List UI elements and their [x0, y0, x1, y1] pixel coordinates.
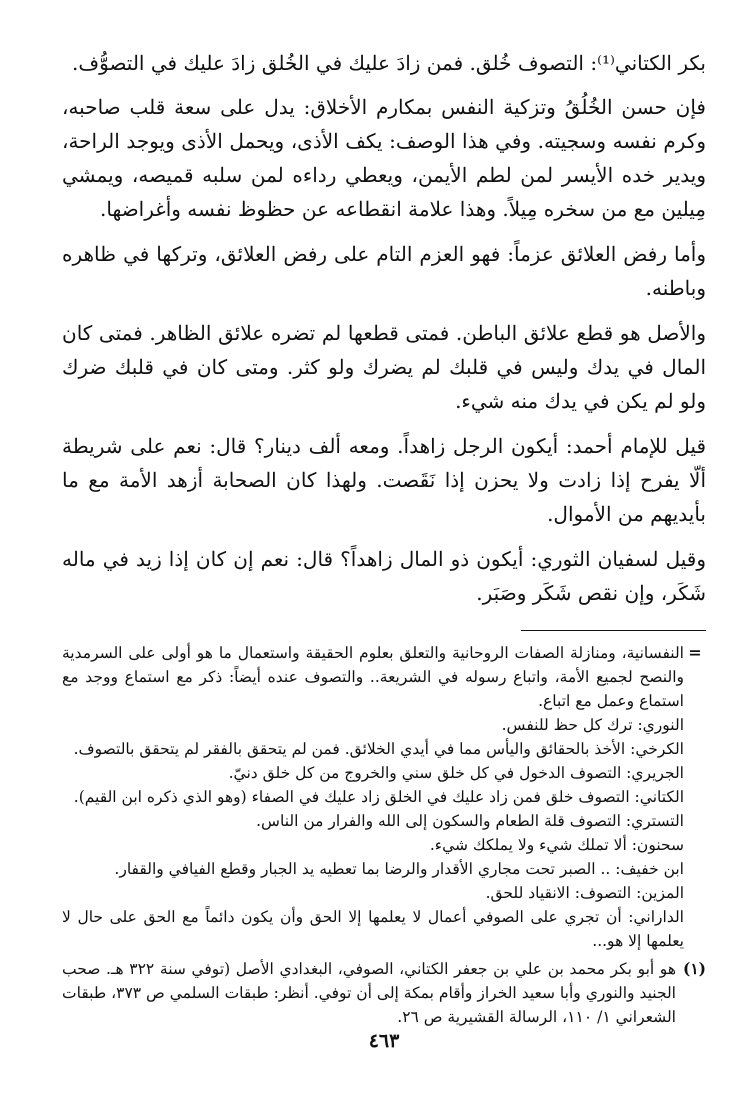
- page-number: ٤٦٣: [368, 1030, 400, 1052]
- footnote-continuation-body: [62, 641, 684, 953]
- footnote-line: النوري: ترك كل حظ للنفس.: [501, 716, 684, 734]
- footnote-line: النفسانية، ومنازلة الصفات الروحانية والتعلق بعلوم الحقيقة واستعمال ما هو أولى على السرمدية والنصح لجميع الأمة، واتباع رسوله في الشريعة.. والتصوف عنده أيضاً: ذكر مع استماع ووجد مع استماع وعمل مع اتباع.: [62, 644, 684, 710]
- paragraph-6: وقيل لسفيان الثوري: أيكون ذو المال زاهداً؟ قال: نعم إن كان إذا زيد في ماله شَكَر، وإن نقص شَكَر وصَبَر.: [62, 547, 706, 605]
- footnote-line: سحنون: ألا تملك شيء ولا يملكك شيء.: [429, 836, 684, 854]
- footnote-line: المزين: التصوف: الانقياد للحق.: [485, 884, 684, 902]
- paragraph-5: قيل للإمام أحمد: أيكون الرجل زاهداً. ومعه ألف دينار؟ قال: نعم على شريطة ألّا يفرح إذا زادت ولا يحزن إذا نَقَصت. ولهذا كان الصحابة أزهد الأمة مع ما بأيديهم من الأموال.: [62, 434, 706, 526]
- footnotes: [62, 641, 706, 1029]
- footnote-line: ابن خفيف: .. الصبر تحت مجاري الأقدار والرضا بما تعطيه يد الجبار وقطع الفيافي والقفار.: [114, 860, 684, 878]
- paragraph-3: وأما رفض العلائق عزماً: فهو العزم التام على رفض العلائق، وتركها في ظاهره وباطنه.: [62, 242, 706, 300]
- footnote-1-text: هو أبو بكر محمد بن علي بن جعفر الكتاني، الصوفي، البغدادي الأصل (توفي سنة ٣٢٢ هـ. صحب الجنيد والنوري وأبا سعيد الخراز وأقام بمكة إلى أن توفي. أنظر: طبقات السلمي ص ٣٧٣، طبقات الشعراني ١/ ١١٠، الرسالة القشيرية ص ٢٦.: [62, 960, 676, 1026]
- footnote-1-number: (١): [682, 959, 706, 978]
- footnote-line: الجريري: التصوف الدخول في كل خلق سني والخروج من كل خلق دنيّ.: [228, 764, 684, 782]
- continuation-mark: =: [688, 643, 702, 662]
- footnote-line: التستري: التصوف قلة الطعام والسكون إلى الله والفرار من الناس.: [256, 812, 684, 830]
- footnote-separator: [521, 630, 706, 631]
- paragraph-2: فإن حسن الخُلُقُ وتزكية النفس بمكارم الأخلاق: يدل على سعة قلب صاحبه، وكرم نفسه وسجيته. وفي هذا الوصف: يكف الأذى، ويحمل الأذى ويوجد الراحة، ويدير خده الأيسر لمن لطم الأيمن، ويعطي رداءه لمن سلبه قميصه، ويمشي مِيلين مع من سخره مِيلاً. وهذا علامة انقطاعه عن حظوظ نفسه وأغراضها.: [62, 95, 706, 221]
- paragraph-1: بكر الكتاني⁽¹⁾: التصوف خُلق. فمن زادَ عليك في الخُلق زادَ عليك في التصوُّف.: [72, 51, 706, 75]
- footnote-line: الداراني: أن تجري على الصوفي أعمال لا يعلمها إلا الحق وأن يكون دائماً مع الحق على حال لا يعلمها إلا هو...: [62, 908, 684, 950]
- paragraph-4: والأصل هو قطع علائق الباطن. فمتى قطعها لم تضره علائق الظاهر. فمتى كان المال في يدك وليس في قلبك لم يضرك ولو كثر. ومتى كان في قلبك ضرك ولو لم يكن في يدك منه شيء.: [62, 321, 706, 413]
- footnote-continuation: [62, 641, 706, 953]
- footnote-line: الكرخي: الأخذ بالحقائق واليأس مما في أيدي الخلائق. فمن لم يتحقق بالفقر لم يتحقق بالتصوف.: [73, 740, 684, 758]
- main-text: [62, 46, 706, 610]
- footnote-1: [62, 957, 706, 1029]
- document-page: [62, 46, 706, 1066]
- footnote-line: الكتاني: التصوف خلق فمن زاد عليك في الخلق زاد عليك في الصفاء (وهو الذي ذكره ابن القيم).: [73, 788, 684, 806]
